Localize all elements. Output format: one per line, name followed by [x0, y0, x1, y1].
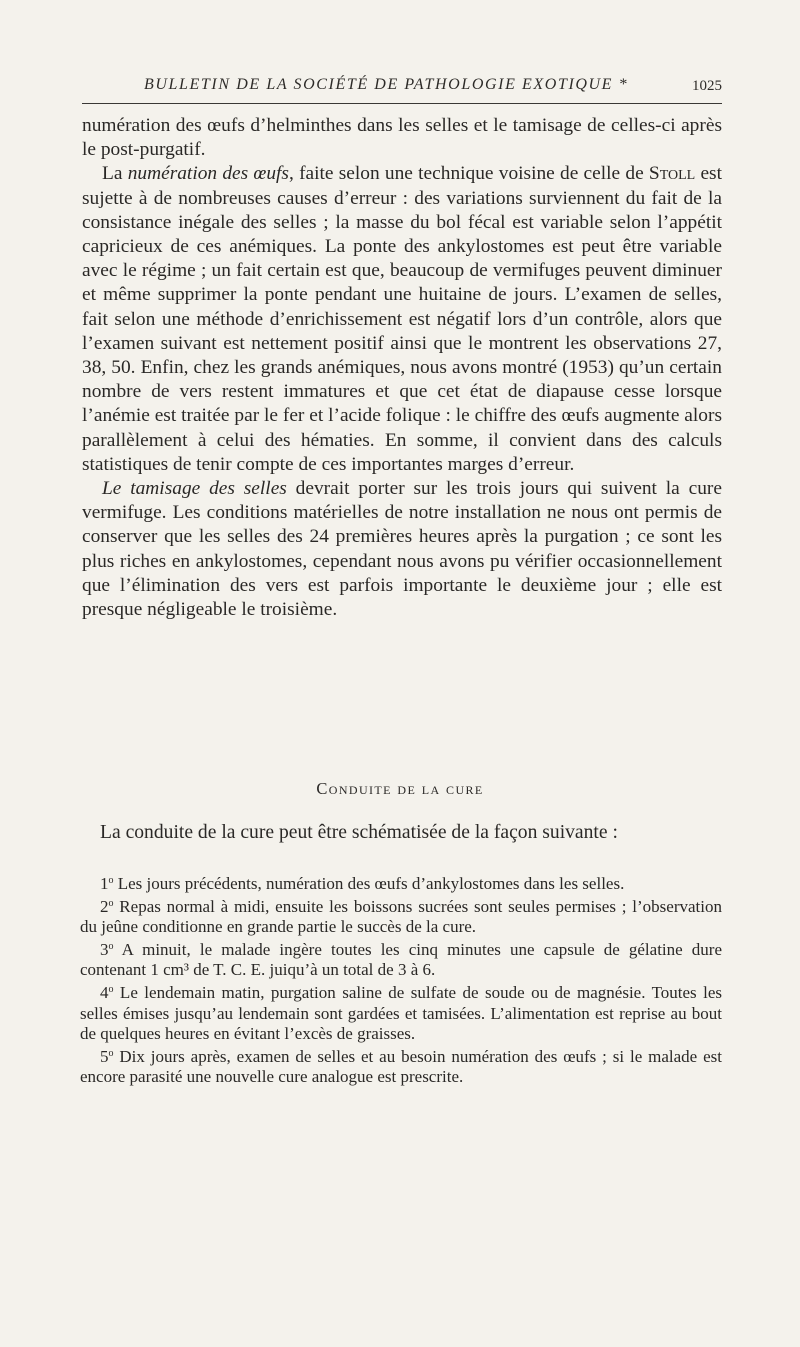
step-ordinal: o: [108, 897, 114, 909]
header-rule: [82, 103, 722, 104]
running-title: BULLETIN DE LA SOCIÉTÉ DE PATHOLOGIE EXOTIQUE *: [144, 76, 629, 93]
step-number: 2: [100, 896, 109, 916]
step-text: Les jours précédents, numération des œufs d’ankylostomes dans les selles.: [113, 874, 625, 893]
step-number: 4: [100, 982, 109, 1002]
step-ordinal: o: [108, 940, 114, 952]
paragraph-rest: devrait porter sur les trois jours qui suivent la cure vermifuge. Les conditions matérielles de notre installation ne nous ont permis de conserver que les selles des 24 premières heures après la purgation ; ce sont les plus riches en ankylostomes, cependant nous avons pu vérifier occasionnellement que l’élimination des vers est parfois importante le deuxième jour ; elle est presque négligeable le troisième.: [82, 478, 722, 621]
italic-term-egg-count: numération des œufs: [127, 163, 289, 185]
step-ordinal: o: [108, 1047, 114, 1059]
step-ordinal: o: [108, 983, 114, 995]
step-ordinal: o: [108, 875, 114, 886]
paragraph-rest: est sujette à de nombreuses causes d’erreur : des variations surviennent du fait de la consistance inégale des selles ; la masse du bol fécal est variable selon l’appétit capricieux de ces anémiques. La ponte des ankylostomes est peut être variable avec le régime ; un fait certain est que, beaucoup de vermifuges peuvent diminuer et même supprimer la ponte pendant une huitaine de jours. L’examen de selles, fait selon une méthode d’enrichissement est négatif lors d’un contrôle, alors que l’examen suivant est nettement positif ainsi que le montrent les observations 27, 38, 50. Enfin, chez les grands anémiques, nous avons montré (1953) qu’un certain nombre de vers restent immatures et que cet état de diapause cesse lorsque l’anémie est traitée par le fer et l’acide folique : le chiffre des œufs augmente alors parallèlement à celui des hématies. En somme, il convient dans des calculs statistiques de tenir compte de ces importantes marges d’erreur.: [82, 163, 722, 475]
paragraph-egg-count: [82, 162, 722, 477]
intro-line: La conduite de la cure peut être schématisée de la façon suivante :: [100, 822, 618, 843]
procedure-steps: [80, 874, 722, 1090]
list-item: [80, 983, 722, 1045]
step-number: 1: [100, 874, 109, 893]
article-body: [82, 114, 722, 622]
author-name: Stoll: [648, 163, 696, 185]
step-number: 3: [100, 939, 109, 959]
step-number: 5: [100, 1046, 109, 1066]
running-header: [82, 74, 722, 104]
paragraph-lead: La: [102, 163, 128, 185]
section-heading: Conduite de la cure: [316, 779, 484, 798]
paragraph-continuation: numération des œufs d’helminthes dans les selles et le tamisage de celles-ci après le post-purgatif.: [82, 115, 722, 161]
paragraph-mid: , faite selon une technique voisine de celle de: [288, 163, 649, 185]
list-item: [80, 1047, 722, 1088]
step-text: Le lendemain matin, purgation saline de sulfate de soude ou de magnésie. Toutes les selles émises jusqu’au lendemain sont gardées et tamisées. L’alimentation est reprise au bout de quelques heures en évitant l’excès de graisses.: [80, 982, 722, 1044]
list-item: [80, 897, 722, 938]
list-item: [80, 874, 722, 895]
italic-term-sieving: Le tamisage des selles: [102, 478, 287, 500]
step-text: Repas normal à midi, ensuite les boissons sucrées sont seules permises ; l’observation du jeûne conditionne en grande partie le succès de la cure.: [80, 896, 722, 937]
paragraph-sieving: [82, 477, 722, 622]
step-text: A minuit, le malade ingère toutes les cinq minutes une capsule de gélatine dure contenant 1 cm³ de T. C. E. juiqu’à un total de 3 à 6.: [80, 939, 722, 980]
page-number: 1025: [692, 78, 722, 94]
step-text: Dix jours après, examen de selles et au besoin numération des œufs ; si le malade est encore parasité une nouvelle cure analogue est prescrite.: [80, 1046, 722, 1087]
list-item: [80, 940, 722, 981]
